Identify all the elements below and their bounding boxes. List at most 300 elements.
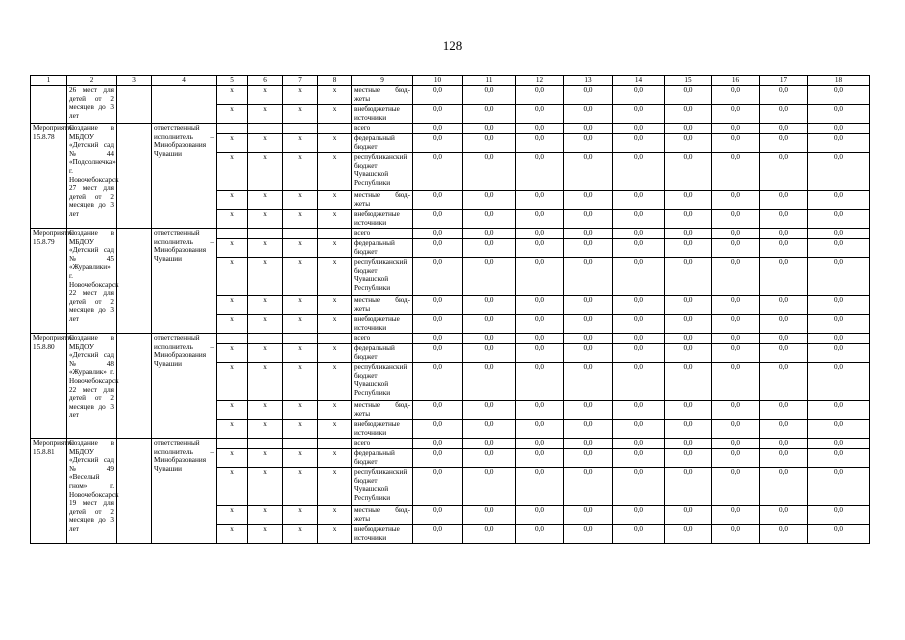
code-cell-x5: х [217,239,248,258]
code-cell-x6: х [248,363,283,401]
value-cell: 0,0 [564,439,613,449]
code-cell-x7: х [283,296,318,315]
value-cell: 0,0 [613,506,665,525]
code-cell-x8: х [318,239,352,258]
value-cell: 0,0 [463,334,516,344]
funding-source: федеральный бюджет [352,134,413,153]
value-cell: 0,0 [516,468,564,506]
header-col-10: 10 [413,76,463,86]
value-cell: 0,0 [808,344,870,363]
table-row [31,229,870,239]
value-cell: 0,0 [712,86,760,105]
value-cell: 0,0 [760,468,808,506]
value-cell: 0,0 [413,315,463,334]
code-cell-x5: х [217,258,248,296]
value-cell: 0,0 [760,506,808,525]
value-cell: 0,0 [760,239,808,258]
code-cell-x5 [217,334,248,344]
funding-source: республиканский бюджет Чувашской Республики [352,468,413,506]
value-cell: 0,0 [760,153,808,191]
code-cell-x5: х [217,525,248,544]
value-cell: 0,0 [712,439,760,449]
col-3-cell [117,229,152,334]
code-cell-x8: х [318,525,352,544]
value-cell: 0,0 [613,258,665,296]
value-cell: 0,0 [808,420,870,439]
funding-source: всего [352,334,413,344]
value-cell: 0,0 [463,439,516,449]
value-cell: 0,0 [808,258,870,296]
header-col-2: 2 [67,76,117,86]
code-cell-x6: х [248,449,283,468]
value-cell: 0,0 [760,124,808,134]
code-cell-x5: х [217,86,248,105]
code-cell-x8: х [318,210,352,229]
code-cell-x6 [248,229,283,239]
value-cell: 0,0 [808,401,870,420]
value-cell: 0,0 [712,229,760,239]
header-col-11: 11 [463,76,516,86]
value-cell: 0,0 [712,153,760,191]
value-cell: 0,0 [413,334,463,344]
code-cell-x6: х [248,468,283,506]
value-cell: 0,0 [613,296,665,315]
value-cell: 0,0 [613,468,665,506]
value-cell: 0,0 [463,506,516,525]
event-description: Создание в МБДОУ «Детский сад № 45 «Журавлики» г. Новочебоксарск 22 мест для детей от 2 месяцев до 3 лет [67,229,117,334]
value-cell: 0,0 [808,86,870,105]
code-cell-x7 [283,439,318,449]
page-number: 128 [442,38,463,53]
value-cell: 0,0 [463,86,516,105]
code-cell-x6 [248,334,283,344]
code-cell-x6: х [248,105,283,124]
value-cell: 0,0 [665,229,712,239]
code-cell-x7: х [283,468,318,506]
header-col-12: 12 [516,76,564,86]
value-cell: 0,0 [760,105,808,124]
value-cell: 0,0 [808,439,870,449]
value-cell: 0,0 [712,239,760,258]
value-cell: 0,0 [516,153,564,191]
funding-source: внебюджетные источники [352,525,413,544]
value-cell: 0,0 [463,210,516,229]
funding-source: внебюджетные источники [352,315,413,334]
value-cell: 0,0 [413,363,463,401]
funding-source: внебюджетные источники [352,420,413,439]
code-cell-x8: х [318,506,352,525]
value-cell: 0,0 [564,315,613,334]
funding-source: внебюджетные источники [352,210,413,229]
value-cell: 0,0 [613,210,665,229]
value-cell: 0,0 [712,258,760,296]
value-cell: 0,0 [413,124,463,134]
funding-source: республиканский бюджет Чувашской Республики [352,153,413,191]
code-cell-x6: х [248,525,283,544]
value-cell: 0,0 [516,420,564,439]
code-cell-x8: х [318,105,352,124]
code-cell-x8 [318,439,352,449]
value-cell: 0,0 [712,363,760,401]
value-cell: 0,0 [712,506,760,525]
value-cell: 0,0 [564,525,613,544]
code-cell-x5: х [217,210,248,229]
event-description: 26 мест для детей от 2 месяцев до 3 лет [67,86,117,124]
value-cell: 0,0 [808,506,870,525]
value-cell: 0,0 [564,334,613,344]
code-cell-x5: х [217,506,248,525]
value-cell: 0,0 [760,258,808,296]
funding-source: местные бюд-жеты [352,86,413,105]
value-cell: 0,0 [413,229,463,239]
value-cell: 0,0 [516,439,564,449]
value-cell: 0,0 [665,468,712,506]
code-cell-x8: х [318,258,352,296]
col-3-cell [117,334,152,439]
value-cell: 0,0 [665,239,712,258]
value-cell: 0,0 [613,420,665,439]
code-cell-x7: х [283,449,318,468]
header-col-9: 9 [352,76,413,86]
value-cell: 0,0 [516,315,564,334]
value-cell: 0,0 [712,210,760,229]
event-label: Мероприятие 15.8.79 [31,229,67,334]
header-col-7: 7 [283,76,318,86]
code-cell-x8 [318,229,352,239]
code-cell-x6: х [248,296,283,315]
code-cell-x6: х [248,191,283,210]
code-cell-x7: х [283,506,318,525]
value-cell: 0,0 [516,334,564,344]
value-cell: 0,0 [564,153,613,191]
col-3-cell [117,124,152,229]
value-cell: 0,0 [712,124,760,134]
value-cell: 0,0 [808,315,870,334]
value-cell: 0,0 [712,468,760,506]
value-cell: 0,0 [516,258,564,296]
event-description: Создание в МБДОУ «Детский сад № 48 «Журавлик» г. Новочебоксарск 22 мест для детей от 2 месяцев до 3 лет [67,334,117,439]
value-cell: 0,0 [613,191,665,210]
code-cell-x8: х [318,296,352,315]
code-cell-x8: х [318,191,352,210]
funding-source: всего [352,439,413,449]
value-cell: 0,0 [463,258,516,296]
funding-source: всего [352,124,413,134]
value-cell: 0,0 [665,124,712,134]
code-cell-x8: х [318,468,352,506]
code-cell-x6: х [248,344,283,363]
event-executor: ответственный исполнитель – Минобразования Чувашии [152,124,217,229]
value-cell: 0,0 [413,134,463,153]
value-cell: 0,0 [463,449,516,468]
code-cell-x7 [283,229,318,239]
value-cell: 0,0 [613,525,665,544]
value-cell: 0,0 [463,105,516,124]
value-cell: 0,0 [760,134,808,153]
event-executor [152,86,217,124]
funding-source: республиканский бюджет Чувашской Республики [352,363,413,401]
value-cell: 0,0 [564,105,613,124]
value-cell: 0,0 [665,258,712,296]
funding-source: федеральный бюджет [352,344,413,363]
value-cell: 0,0 [564,401,613,420]
value-cell: 0,0 [808,153,870,191]
value-cell: 0,0 [613,439,665,449]
code-cell-x6: х [248,506,283,525]
code-cell-x5: х [217,153,248,191]
value-cell: 0,0 [665,334,712,344]
col-3-cell [117,86,152,124]
value-cell: 0,0 [564,363,613,401]
value-cell: 0,0 [808,191,870,210]
event-description: Создание в МБДОУ «Детский сад № 44 «Подсолнечка» г. Новочебоксарск 27 мест для детей от 2 месяцев до 3 лет [67,124,117,229]
value-cell: 0,0 [463,468,516,506]
value-cell: 0,0 [808,334,870,344]
code-cell-x6: х [248,134,283,153]
table-row [31,86,870,105]
value-cell: 0,0 [413,525,463,544]
value-cell: 0,0 [760,439,808,449]
value-cell: 0,0 [665,315,712,334]
code-cell-x8: х [318,420,352,439]
value-cell: 0,0 [613,401,665,420]
value-cell: 0,0 [413,86,463,105]
code-cell-x8: х [318,363,352,401]
value-cell: 0,0 [665,363,712,401]
funding-source: внебюджетные источники [352,105,413,124]
value-cell: 0,0 [712,134,760,153]
code-cell-x5: х [217,468,248,506]
value-cell: 0,0 [712,105,760,124]
code-cell-x7: х [283,191,318,210]
value-cell: 0,0 [613,449,665,468]
value-cell: 0,0 [665,401,712,420]
col-3-cell [117,439,152,544]
value-cell: 0,0 [413,420,463,439]
budget-table [30,75,870,544]
header-col-18: 18 [808,76,870,86]
value-cell: 0,0 [808,134,870,153]
value-cell: 0,0 [613,315,665,334]
event-label [31,86,67,124]
code-cell-x5: х [217,449,248,468]
event-executor: ответственный исполнитель – Минобразования Чувашии [152,229,217,334]
value-cell: 0,0 [413,439,463,449]
value-cell: 0,0 [564,258,613,296]
value-cell: 0,0 [808,229,870,239]
value-cell: 0,0 [516,105,564,124]
value-cell: 0,0 [516,401,564,420]
value-cell: 0,0 [516,363,564,401]
value-cell: 0,0 [413,468,463,506]
value-cell: 0,0 [413,153,463,191]
value-cell: 0,0 [516,210,564,229]
value-cell: 0,0 [516,229,564,239]
value-cell: 0,0 [613,229,665,239]
header-col-3: 3 [117,76,152,86]
value-cell: 0,0 [564,191,613,210]
code-cell-x8: х [318,315,352,334]
code-cell-x6 [248,124,283,134]
code-cell-x6: х [248,239,283,258]
value-cell: 0,0 [516,86,564,105]
value-cell: 0,0 [760,449,808,468]
value-cell: 0,0 [665,191,712,210]
code-cell-x5: х [217,344,248,363]
header-col-5: 5 [217,76,248,86]
value-cell: 0,0 [564,420,613,439]
code-cell-x8 [318,334,352,344]
value-cell: 0,0 [760,334,808,344]
value-cell: 0,0 [413,191,463,210]
code-cell-x5: х [217,191,248,210]
code-cell-x8: х [318,153,352,191]
table-row [31,439,870,449]
code-cell-x6: х [248,420,283,439]
value-cell: 0,0 [808,525,870,544]
code-cell-x6: х [248,315,283,334]
value-cell: 0,0 [665,86,712,105]
value-cell: 0,0 [516,239,564,258]
value-cell: 0,0 [760,210,808,229]
value-cell: 0,0 [665,439,712,449]
value-cell: 0,0 [712,191,760,210]
header-col-1: 1 [31,76,67,86]
value-cell: 0,0 [760,344,808,363]
event-label: Мероприятие 15.8.80 [31,334,67,439]
code-cell-x7: х [283,105,318,124]
value-cell: 0,0 [665,296,712,315]
value-cell: 0,0 [463,315,516,334]
value-cell: 0,0 [712,334,760,344]
value-cell: 0,0 [665,449,712,468]
value-cell: 0,0 [463,191,516,210]
value-cell: 0,0 [564,229,613,239]
table-row [31,124,870,134]
value-cell: 0,0 [564,506,613,525]
code-cell-x6: х [248,153,283,191]
funding-source: всего [352,229,413,239]
value-cell: 0,0 [516,124,564,134]
funding-source: республиканский бюджет Чувашской Республики [352,258,413,296]
value-cell: 0,0 [808,449,870,468]
value-cell: 0,0 [564,449,613,468]
value-cell: 0,0 [413,344,463,363]
event-label: Мероприятие 15.8.81 [31,439,67,544]
event-label: Мероприятие 15.8.78 [31,124,67,229]
code-cell-x5 [217,229,248,239]
code-cell-x5 [217,439,248,449]
value-cell: 0,0 [712,315,760,334]
code-cell-x6: х [248,401,283,420]
value-cell: 0,0 [665,153,712,191]
value-cell: 0,0 [665,210,712,229]
code-cell-x7: х [283,315,318,334]
value-cell: 0,0 [463,229,516,239]
value-cell: 0,0 [613,344,665,363]
code-cell-x5: х [217,363,248,401]
header-col-13: 13 [564,76,613,86]
value-cell: 0,0 [613,86,665,105]
value-cell: 0,0 [463,363,516,401]
value-cell: 0,0 [413,105,463,124]
value-cell: 0,0 [413,239,463,258]
code-cell-x6: х [248,258,283,296]
value-cell: 0,0 [613,334,665,344]
value-cell: 0,0 [516,344,564,363]
value-cell: 0,0 [808,210,870,229]
value-cell: 0,0 [564,344,613,363]
value-cell: 0,0 [613,239,665,258]
code-cell-x8: х [318,401,352,420]
value-cell: 0,0 [665,105,712,124]
code-cell-x7: х [283,420,318,439]
value-cell: 0,0 [613,153,665,191]
value-cell: 0,0 [665,506,712,525]
code-cell-x5: х [217,296,248,315]
funding-source: местные бюд-жеты [352,296,413,315]
value-cell: 0,0 [516,449,564,468]
value-cell: 0,0 [613,363,665,401]
header-col-8: 8 [318,76,352,86]
code-cell-x6 [248,439,283,449]
value-cell: 0,0 [808,124,870,134]
code-cell-x8: х [318,344,352,363]
value-cell: 0,0 [463,124,516,134]
value-cell: 0,0 [516,506,564,525]
value-cell: 0,0 [808,296,870,315]
header-row [31,76,870,86]
value-cell: 0,0 [760,296,808,315]
value-cell: 0,0 [613,124,665,134]
code-cell-x7 [283,334,318,344]
value-cell: 0,0 [760,191,808,210]
value-cell: 0,0 [463,401,516,420]
value-cell: 0,0 [564,124,613,134]
code-cell-x8: х [318,86,352,105]
code-cell-x5: х [217,401,248,420]
code-cell-x5: х [217,315,248,334]
value-cell: 0,0 [712,344,760,363]
value-cell: 0,0 [564,134,613,153]
code-cell-x7: х [283,153,318,191]
value-cell: 0,0 [760,525,808,544]
code-cell-x7: х [283,344,318,363]
funding-source: местные бюд-жеты [352,401,413,420]
value-cell: 0,0 [413,210,463,229]
header-col-15: 15 [665,76,712,86]
code-cell-x8: х [318,134,352,153]
value-cell: 0,0 [665,344,712,363]
value-cell: 0,0 [613,105,665,124]
header-col-16: 16 [712,76,760,86]
header-col-4: 4 [152,76,217,86]
header-col-17: 17 [760,76,808,86]
event-executor: ответственный исполнитель – Минобразования Чувашии [152,334,217,439]
table-row [31,334,870,344]
code-cell-x5: х [217,105,248,124]
code-cell-x5: х [217,420,248,439]
value-cell: 0,0 [564,468,613,506]
value-cell: 0,0 [516,525,564,544]
value-cell: 0,0 [564,210,613,229]
value-cell: 0,0 [712,296,760,315]
value-cell: 0,0 [808,239,870,258]
code-cell-x7: х [283,134,318,153]
value-cell: 0,0 [712,420,760,439]
value-cell: 0,0 [808,363,870,401]
value-cell: 0,0 [564,86,613,105]
